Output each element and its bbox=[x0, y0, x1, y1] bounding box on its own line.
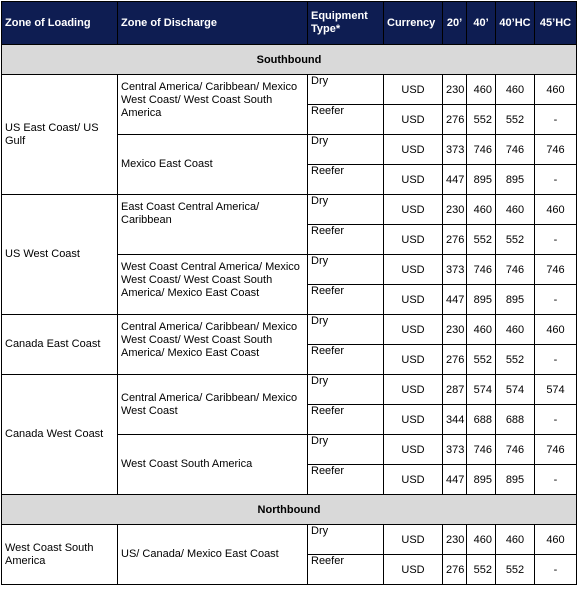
zone-of-discharge-cell: Central America/ Caribbean/ Mexico West Coast bbox=[118, 375, 308, 435]
rate-45hc: - bbox=[535, 345, 577, 375]
rate-40hc: 460 bbox=[496, 315, 535, 345]
rate-45hc: 460 bbox=[535, 315, 577, 345]
equipment-cell: Dry bbox=[308, 315, 384, 345]
rate-40hc: 552 bbox=[496, 225, 535, 255]
rate-20ft: 373 bbox=[443, 135, 467, 165]
header-45hc: 45’HC bbox=[535, 2, 577, 45]
section-southbound: Southbound bbox=[2, 45, 577, 75]
rate-45hc: 746 bbox=[535, 435, 577, 465]
rate-40hc: 552 bbox=[496, 105, 535, 135]
zone-of-loading-cell: Canada East Coast bbox=[2, 315, 118, 375]
rate-40hc: 552 bbox=[496, 555, 535, 585]
rate-20ft: 344 bbox=[443, 405, 467, 435]
rate-40ft: 895 bbox=[467, 165, 496, 195]
rate-20ft: 373 bbox=[443, 435, 467, 465]
rate-40ft: 746 bbox=[467, 135, 496, 165]
equipment-cell: Reefer bbox=[308, 555, 384, 585]
equipment-cell: Reefer bbox=[308, 405, 384, 435]
zone-of-discharge-cell: Central America/ Caribbean/ Mexico West Coast/ West Coast South America/ Mexico East Coast bbox=[118, 315, 308, 375]
rate-20ft: 276 bbox=[443, 225, 467, 255]
rate-40ft: 460 bbox=[467, 75, 496, 105]
rate-40hc: 460 bbox=[496, 525, 535, 555]
rate-40ft: 460 bbox=[467, 195, 496, 225]
rate-40ft: 895 bbox=[467, 285, 496, 315]
equipment-cell: Reefer bbox=[308, 165, 384, 195]
currency-cell: USD bbox=[384, 225, 443, 255]
rate-20ft: 230 bbox=[443, 195, 467, 225]
equipment-cell: Dry bbox=[308, 435, 384, 465]
zone-of-discharge-cell: Central America/ Caribbean/ Mexico West Coast/ West Coast South America bbox=[118, 75, 308, 135]
header-zone-of-loading: Zone of Loading bbox=[2, 2, 118, 45]
currency-cell: USD bbox=[384, 525, 443, 555]
section-row-southbound bbox=[2, 45, 577, 75]
rate-20ft: 230 bbox=[443, 315, 467, 345]
rate-45hc: - bbox=[535, 225, 577, 255]
currency-cell: USD bbox=[384, 555, 443, 585]
rate-20ft: 447 bbox=[443, 165, 467, 195]
rate-45hc: 746 bbox=[535, 135, 577, 165]
equipment-cell: Dry bbox=[308, 195, 384, 225]
zone-of-discharge-cell: East Coast Central America/ Caribbean bbox=[118, 195, 308, 255]
rate-40hc: 746 bbox=[496, 135, 535, 165]
rate-40hc: 552 bbox=[496, 345, 535, 375]
currency-cell: USD bbox=[384, 75, 443, 105]
rate-45hc: - bbox=[535, 105, 577, 135]
currency-cell: USD bbox=[384, 405, 443, 435]
equipment-cell: Reefer bbox=[308, 105, 384, 135]
rate-40ft: 552 bbox=[467, 225, 496, 255]
rate-40hc: 895 bbox=[496, 285, 535, 315]
header-row bbox=[2, 2, 577, 45]
equipment-cell: Dry bbox=[308, 255, 384, 285]
section-northbound: Northbound bbox=[2, 495, 577, 525]
equipment-cell: Dry bbox=[308, 75, 384, 105]
rate-45hc: - bbox=[535, 555, 577, 585]
table-row bbox=[2, 75, 577, 105]
header-equipment-line2: Type* bbox=[311, 23, 341, 35]
currency-cell: USD bbox=[384, 435, 443, 465]
equipment-cell: Reefer bbox=[308, 345, 384, 375]
rate-40ft: 552 bbox=[467, 345, 496, 375]
equipment-cell: Dry bbox=[308, 525, 384, 555]
currency-cell: USD bbox=[384, 165, 443, 195]
zone-of-loading-cell: US West Coast bbox=[2, 195, 118, 315]
rate-40ft: 746 bbox=[467, 255, 496, 285]
rate-45hc: - bbox=[535, 405, 577, 435]
table-row bbox=[2, 195, 577, 225]
rate-45hc: 460 bbox=[535, 75, 577, 105]
rate-45hc: 460 bbox=[535, 195, 577, 225]
rate-20ft: 373 bbox=[443, 255, 467, 285]
header-20ft: 20’ bbox=[443, 2, 467, 45]
zone-of-discharge-cell: Mexico East Coast bbox=[118, 135, 308, 195]
header-equipment-line1: Equipment bbox=[311, 10, 368, 22]
rate-20ft: 447 bbox=[443, 285, 467, 315]
section-row-northbound bbox=[2, 495, 577, 525]
rate-45hc: 574 bbox=[535, 375, 577, 405]
rate-40hc: 895 bbox=[496, 465, 535, 495]
rate-40hc: 746 bbox=[496, 435, 535, 465]
rate-20ft: 230 bbox=[443, 75, 467, 105]
equipment-cell: Reefer bbox=[308, 225, 384, 255]
currency-cell: USD bbox=[384, 315, 443, 345]
rate-20ft: 447 bbox=[443, 465, 467, 495]
rate-40ft: 574 bbox=[467, 375, 496, 405]
header-currency: Currency bbox=[384, 2, 443, 45]
rate-40hc: 460 bbox=[496, 75, 535, 105]
currency-cell: USD bbox=[384, 105, 443, 135]
header-equipment-type bbox=[308, 2, 384, 45]
rate-20ft: 287 bbox=[443, 375, 467, 405]
rate-20ft: 230 bbox=[443, 525, 467, 555]
rate-40ft: 460 bbox=[467, 525, 496, 555]
rate-40hc: 746 bbox=[496, 255, 535, 285]
zone-of-loading-cell: US East Coast/ US Gulf bbox=[2, 75, 118, 195]
rate-40ft: 460 bbox=[467, 315, 496, 345]
zone-of-discharge-cell: US/ Canada/ Mexico East Coast bbox=[118, 525, 308, 585]
equipment-cell: Dry bbox=[308, 135, 384, 165]
zone-of-discharge-cell: West Coast Central America/ Mexico West Coast/ West Coast South America/ Mexico East Coast bbox=[118, 255, 308, 315]
rate-40hc: 574 bbox=[496, 375, 535, 405]
rate-45hc: - bbox=[535, 165, 577, 195]
zone-of-loading-cell: Canada West Coast bbox=[2, 375, 118, 495]
rate-40hc: 460 bbox=[496, 195, 535, 225]
rate-40ft: 552 bbox=[467, 555, 496, 585]
currency-cell: USD bbox=[384, 255, 443, 285]
rate-20ft: 276 bbox=[443, 105, 467, 135]
rate-45hc: - bbox=[535, 465, 577, 495]
rate-45hc: 460 bbox=[535, 525, 577, 555]
table-row bbox=[2, 375, 577, 405]
header-40hc: 40’HC bbox=[496, 2, 535, 45]
table-row bbox=[2, 315, 577, 345]
rate-40ft: 552 bbox=[467, 105, 496, 135]
rates-table bbox=[1, 1, 577, 585]
currency-cell: USD bbox=[384, 345, 443, 375]
header-40ft: 40’ bbox=[467, 2, 496, 45]
zone-of-discharge-cell: West Coast South America bbox=[118, 435, 308, 495]
header-zone-of-discharge: Zone of Discharge bbox=[118, 2, 308, 45]
table-row bbox=[2, 525, 577, 555]
rate-40ft: 895 bbox=[467, 465, 496, 495]
rate-45hc: - bbox=[535, 285, 577, 315]
rate-40hc: 895 bbox=[496, 165, 535, 195]
currency-cell: USD bbox=[384, 375, 443, 405]
rate-40ft: 688 bbox=[467, 405, 496, 435]
equipment-cell: Dry bbox=[308, 375, 384, 405]
rate-40ft: 746 bbox=[467, 435, 496, 465]
currency-cell: USD bbox=[384, 195, 443, 225]
rate-20ft: 276 bbox=[443, 345, 467, 375]
currency-cell: USD bbox=[384, 285, 443, 315]
currency-cell: USD bbox=[384, 465, 443, 495]
currency-cell: USD bbox=[384, 135, 443, 165]
rate-40hc: 688 bbox=[496, 405, 535, 435]
rate-45hc: 746 bbox=[535, 255, 577, 285]
zone-of-loading-cell: West Coast South America bbox=[2, 525, 118, 585]
rate-20ft: 276 bbox=[443, 555, 467, 585]
equipment-cell: Reefer bbox=[308, 465, 384, 495]
equipment-cell: Reefer bbox=[308, 285, 384, 315]
